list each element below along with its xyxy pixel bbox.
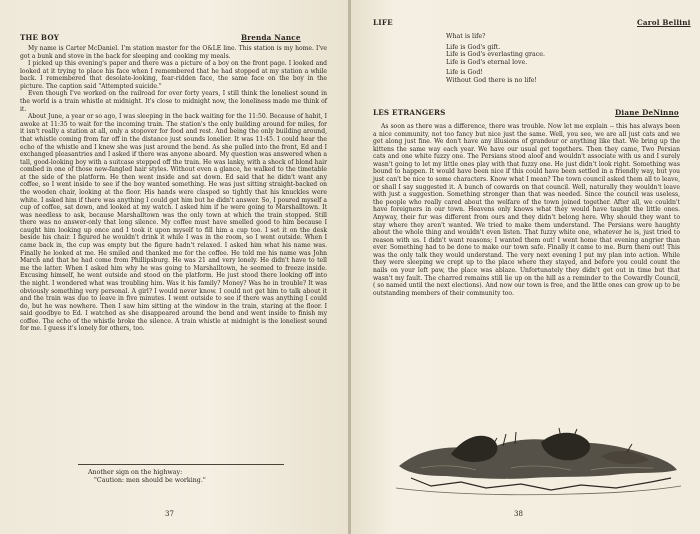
footer-line-1: Another sign on the highway:: [88, 469, 183, 476]
poem-line: Without God there is no life!: [446, 76, 537, 84]
paragraph: Even though I've worked on the railroad for over forty years, I still think the loneliest sound in the world is a train whistle at midnight. It's close to midnight now, the loneliness made me think of it.: [20, 90, 327, 113]
paragraph: As soon as there was a difference, there was trouble. Now let me explain -- this has always been a nice community, not too fancy but nice just the same. Well, you see, we are all just cats and we get along just fine. We don't have any illusions of grandeur or anything like that. We bring up the kittens the same way each year. We have our usual get togethers. Then they came, Two Persian cats and one white fuzzy one. The Persians stood aloof and wouldn't associate with us and I surely wasn't going to let my little ones play with that fuzzy one. He just didn't look right. Something was bound to happen. It would have been nice if this could have been settled in a friendly way, but you just can't be nice to some characters. Know what I mean? The town council asked them all to leave, or shall I say suggested it. A bunch of cowards on that council. Well, naturally they wouldn't leave with just a suggestion. Something stronger than that was needed. Since the council was useless, the people who really cared about the welfare of the town joined together. After all, we couldn't have foreigners in our town. Heavens only knows what they would have taught the little ones. Anyway, their fur was different from ours and they didn't belong here. Why should they want to stay where they aren't wanted. We tried to make them understand. The Persians were haughty about the whole thing and wouldn't even listen. That fuzzy white one, whatever he is, just tried to reason with us. I didn't want reasons; I wanted them out! I went home that evening angrier than ever. Something had to be done to make our town safe. Finally it came to me. Burn them out! This was the only talk they would understand. The very next evening I put my plan into action. While they were sleeping we crept up to the place where they stayed, and before you could count the nails on your left paw, the place was ablaze. Unfortunately they didn't get out in time but that wasn't my fault. The charred remains still lie up on the hill as a reminder to the Cowardly Council, ( so named until the next elections). And now our town is free, and the little ones can grow up to be outstanding members of their community too.: [373, 123, 680, 297]
poem-life: [446, 33, 545, 88]
paragraph: I picked up this evening's paper and there was a picture of a boy on the front page. I looked and looked at it trying to place his face when I remembered that he had stopped at my station a while back. I remembered that desolate-looking, fear-ridden face, the same face on the boy in the picture. The caption said "Attempted suicide.": [20, 60, 327, 90]
author-brenda-nance: Brenda Nance: [241, 33, 301, 42]
paragraph: My name is Carter McDaniel. I'm station master for the O&LE line. This station is my home. I've got a bunk and stove in the back for sleeping and cooking my meals.: [20, 45, 327, 60]
poem-stanza-1: [446, 33, 545, 41]
story-body-les-etrangers: [373, 123, 680, 297]
poem-line: Life is God's everlasting grace.: [446, 51, 546, 59]
page-number-left: 37: [165, 510, 174, 518]
charred-cat-illustration: [391, 408, 683, 500]
story-title-the-boy: THE BOY: [20, 33, 60, 42]
left-page: [0, 0, 349, 534]
right-page: [351, 0, 700, 534]
poem-line: What is life?: [446, 33, 486, 40]
poem-title-life: LIFE: [373, 18, 393, 27]
poem-line: Life is God's eternal love.: [446, 58, 528, 66]
poem-stanza-3: [446, 69, 545, 84]
author-carol-bellini: Carol Bellini: [637, 18, 691, 27]
poem-line: Life is God!: [446, 69, 483, 77]
footer-divider: [78, 464, 284, 465]
page-number-right: 38: [514, 510, 523, 518]
story-title-les-etrangers: LES ETRANGERS: [373, 108, 446, 117]
author-diane-deninno: Diane DeNinno: [615, 108, 679, 117]
poem-stanza-2: [446, 44, 545, 67]
paragraph: About June, a year or so ago, I was sleeping in the back waiting for the 11:50. Because of habit, I awoke at 11:35 to wait for the incoming train. The station's the only building around for miles, for it isn't really a station at all, only a stopover for food and rest. And being the only building around, that whistle coming from far off in the distance just sounds lonelier. It was 11:45. I could hear the echo of the whistle and I knew she was just around the bend. As she pulled into the front, Ed and I exchanged pleasantries and I asked if there was anyone aboard. My question was answered when a tall, good-looking boy with a suitcase stepped off the train. He was lanky, with a shock of blond hair combed in one of those new-fangled hair styles. Without even a glance, he walked to the timetable at the side of the platform. He then went inside and sat down. Ed said that he didn't want any coffee, so I went inside to see if the boy wanted something. He was just sitting straight-backed on the wooden chair, looking at the floor. His hands were clasped so tightly that his knuckles were white. I asked him if there was anything I could get him but he didn't answer. So, I poured myself a cup of coffee, sat down, and looked at my watch. I asked him if he were going to Marshalltown. It was needless to ask, because Marshalltown was the only town at which the train stopped. Still there was no answer-only that long silence. My coffee must have smelled good to him because I caught him looking up once and I took it upon myself to fill him a cup too. I set it on the desk beside his chair. I figured he wouldn't drink it while I was in the room, so I went outside. When I came back in, the cup was empty but the figure hadn't relaxed. I asked him what his name was. Finally he looked at me. He smiled and thanked me for the coffee. He told me his name was John March and that he had come from Phillipsburg. He was 21 and very lonely. He didn't have to tell me the latter. When I asked him why he was going to Marshalltown, he seemed to freeze inside. Excusing himself, he went outside and stood on the platform. He just stood there looking off into the night. I wondered what was troubling him. Was it his family? Money? Was he in trouble? It was obviously something very personal. A girl? I would never know. I could not get him to talk about it and the train was due to leave in five minutes. I went outside to see if there was anything I could do, but he was nowhere. Then I saw him sitting at the window in the train, staring at the floor. I said goodbye to Ed. I watched as she disappeared around the bend and went inside to finish my coffee. The echo of the whistle broke the silence. A train whistle at midnight is the loneliest sound for me. I guess it's lonely for others, too.: [20, 113, 327, 333]
footer-note: [88, 469, 206, 485]
story-body-the-boy: [20, 45, 327, 333]
poem-line: Life is God's gift.: [446, 43, 501, 51]
footer-line-2: "Caution: men should be working.": [94, 477, 206, 484]
